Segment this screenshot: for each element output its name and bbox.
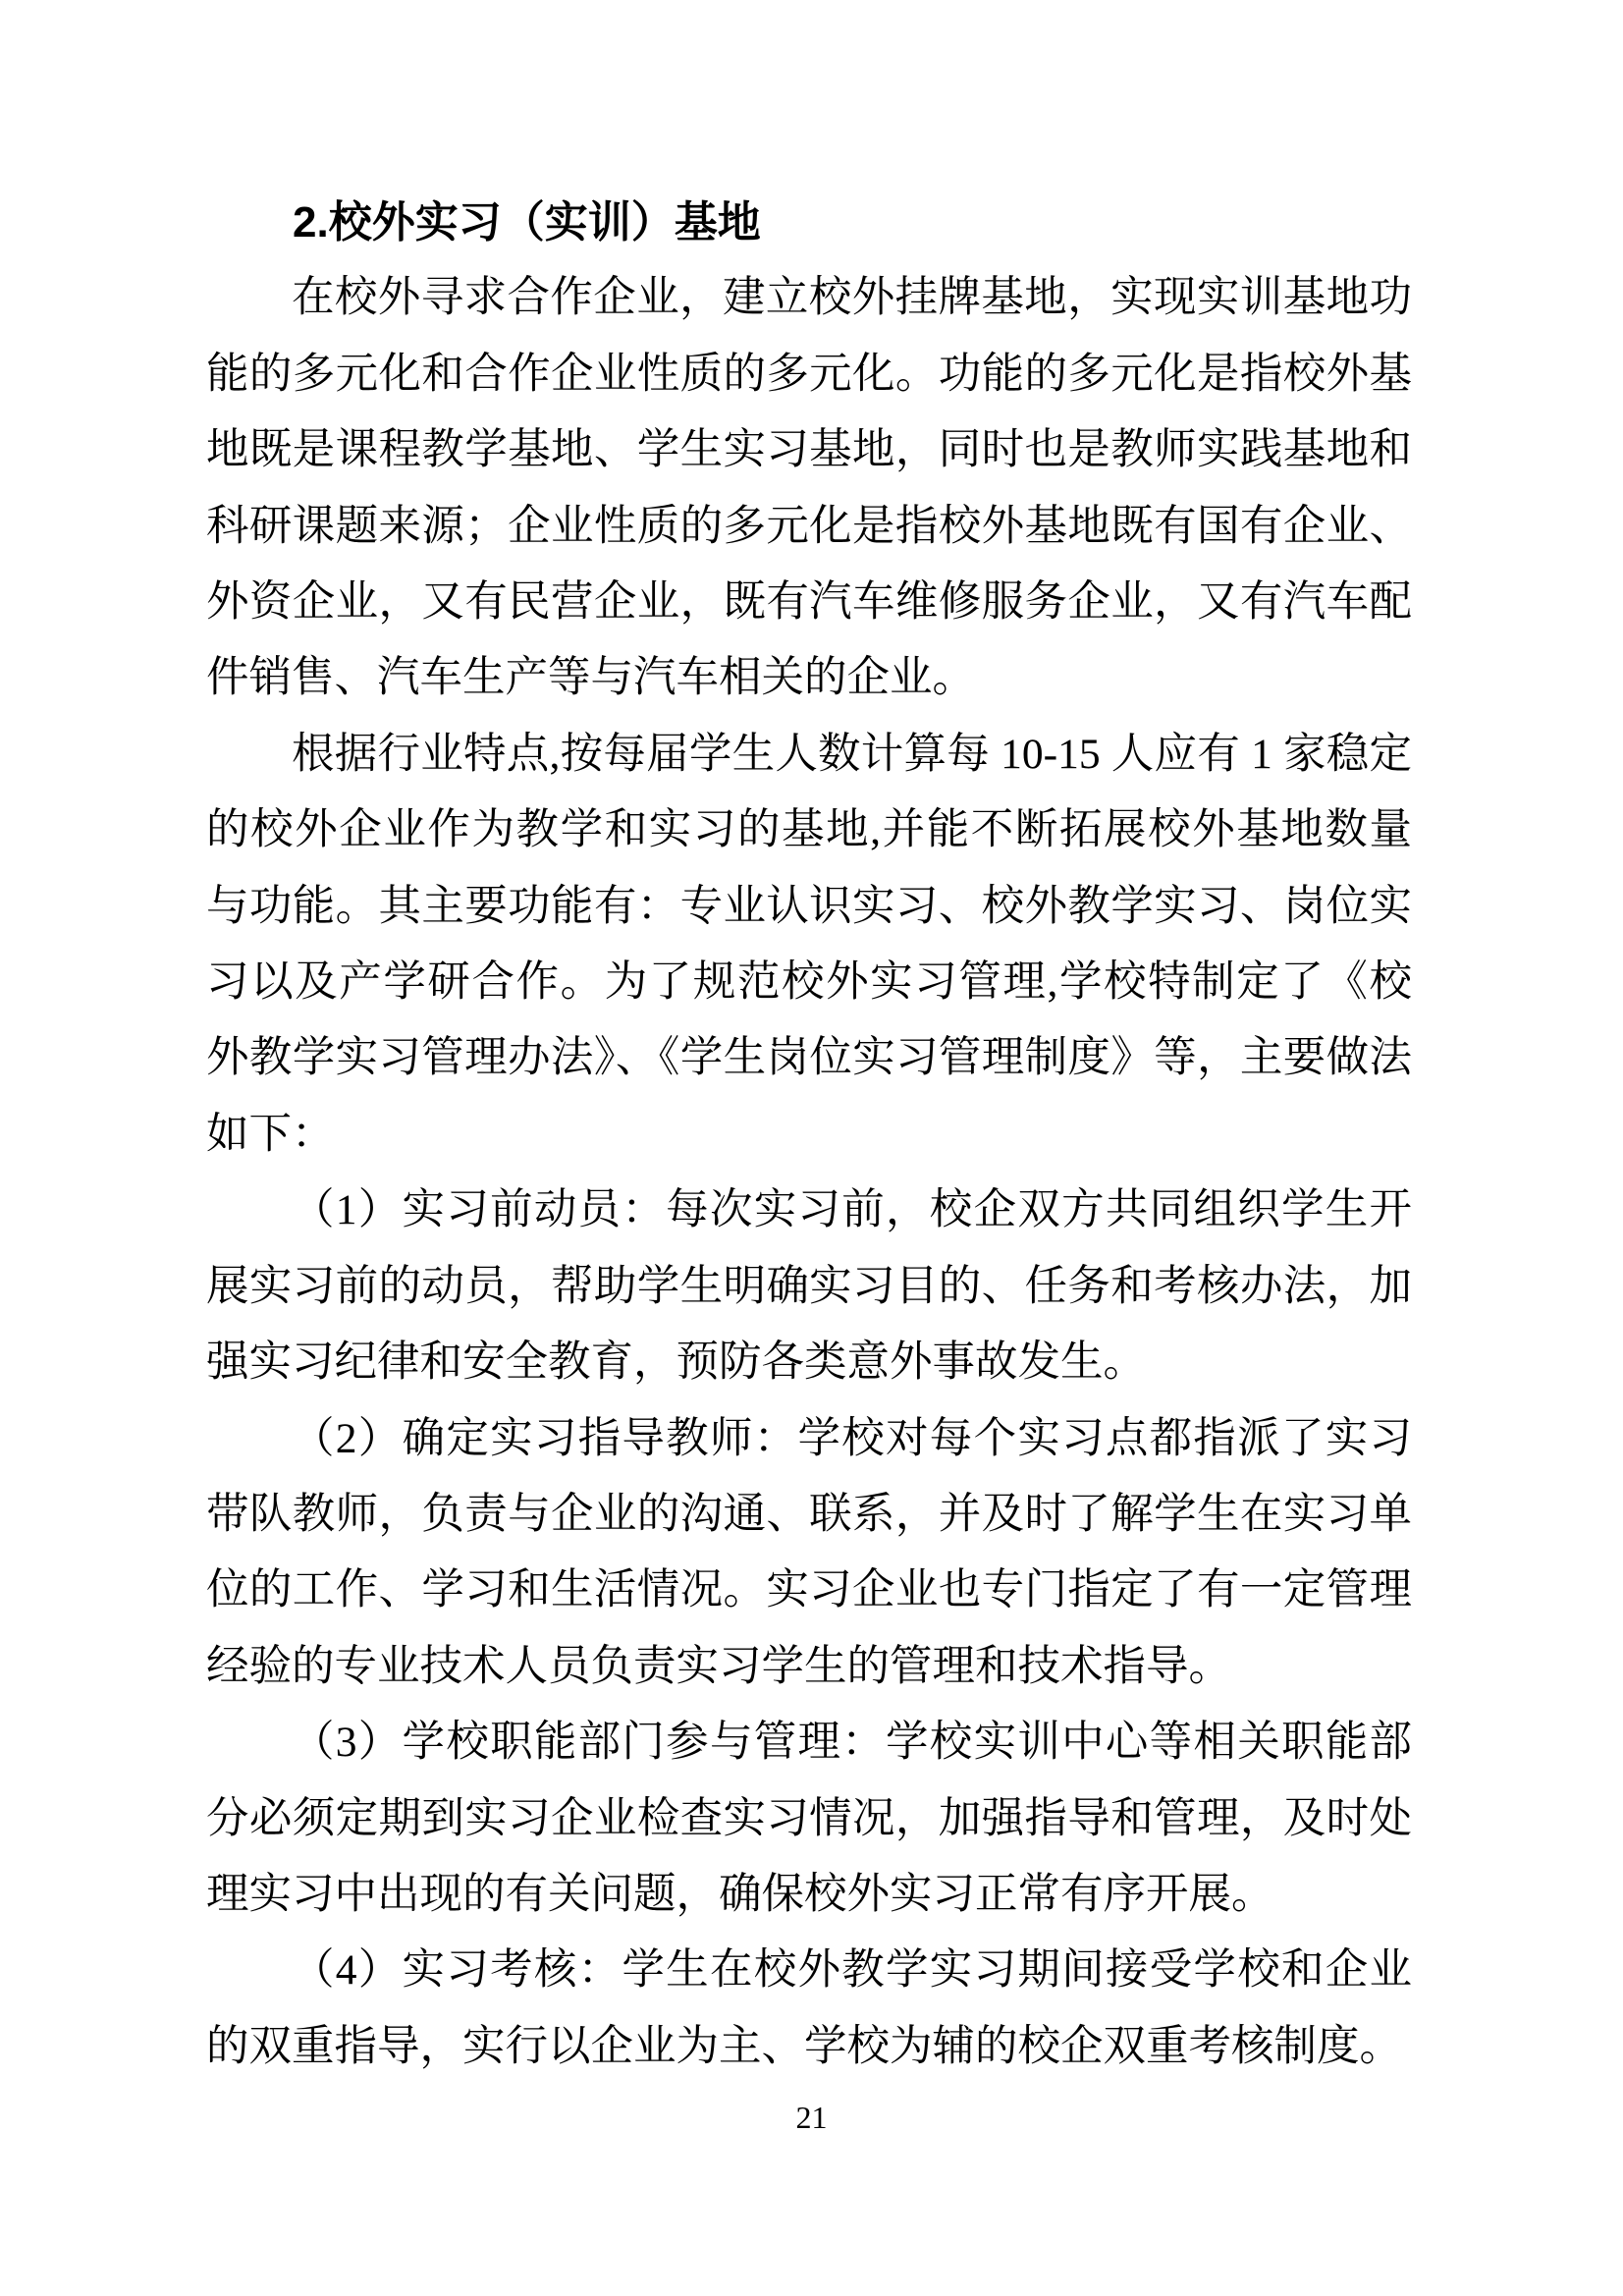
paragraph-item-1-mobilization: （1）实习前动员：每次实习前，校企双方共同组织学生开展实习前的动员，帮助学生明确实习目的、任务和考核办法，加强实习纪律和安全教育，预防各类意外事故发生。 — [206, 1186, 1412, 1387]
paragraph-overview: 在校外寻求合作企业，建立校外挂牌基地，实现实训基地功能的多元化和合作企业性质的多元化。功能的多元化是指校外基地既是课程教学基地、学生实习基地，同时也是教师实践基地和科研课题来源；企业性质的多元化是指校外基地既有国有企业、外资企业，又有民营企业，既有汽车维修服务企业，又有汽车配件销售、汽车生产等与汽车相关的企业。 — [206, 274, 1412, 702]
paragraph-item-3-management: （3）学校职能部门参与管理：学校实训中心等相关职能部分必须定期到实习企业检查实习情况，加强指导和管理，及时处理实习中出现的有关问题，确保校外实习正常有序开展。 — [206, 1719, 1412, 1918]
document-content — [206, 185, 1412, 2085]
paragraph-item-4-assessment: （4）实习考核：学生在校外教学实习期间接受学校和企业的双重指导，实行以企业为主、学校为辅的校企双重考核制度。 — [206, 1946, 1412, 2070]
page-number: 21 — [795, 2100, 828, 2135]
paragraph-item-2-instructors: （2）确定实习指导教师：学校对每个实习点都指派了实习带队教师，负责与企业的沟通、联系，并及时了解学生在实习单位的工作、学习和生活情况。实习企业也专门指定了有一定管理经验的专业技术人员负责实习学生的管理和技术指导。 — [206, 1414, 1412, 1690]
section-heading: 2.校外实习（实训）基地 — [293, 198, 761, 246]
paragraph-industry-basis: 根据行业特点,按每届学生人数计算每 10-15 人应有 1 家稳定的校外企业作为教学和实习的基地,并能不断拓展校外基地数量与功能。其主要功能有：专业认识实习、校外教学实习、岗位实习以及产学研合作。为了规范校外实习管理,学校特制定了《校外教学实习管理办法》、《学生岗位实习管理制度》等，主要做法如下： — [206, 730, 1412, 1158]
